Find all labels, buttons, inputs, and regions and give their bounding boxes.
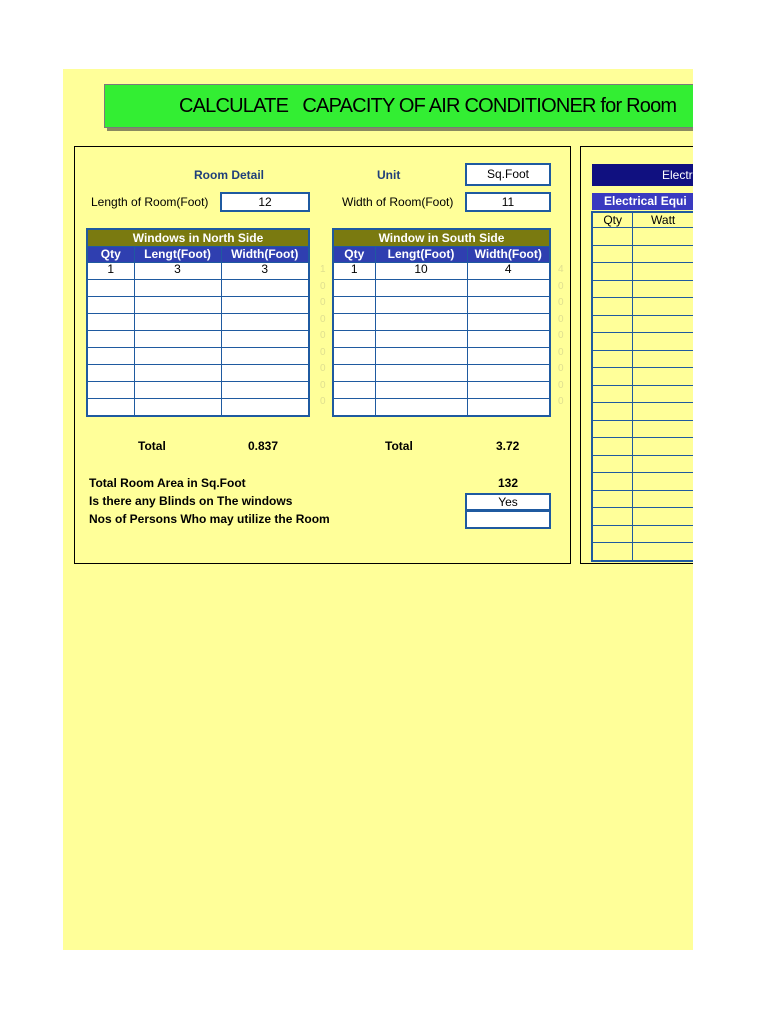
table-cell[interactable] xyxy=(633,490,694,508)
side-value: 0 xyxy=(320,379,326,391)
table-cell[interactable] xyxy=(87,314,134,331)
table-cell[interactable] xyxy=(633,385,694,403)
area-label: Total Room Area in Sq.Foot xyxy=(89,476,246,490)
side-value: 0 xyxy=(320,280,326,292)
table-cell[interactable] xyxy=(467,365,550,382)
side-value: 0 xyxy=(320,313,326,325)
north-caption: Windows in North Side xyxy=(87,229,309,247)
unit-field[interactable]: Sq.Foot xyxy=(465,163,551,186)
table-cell[interactable] xyxy=(633,420,694,438)
north-total-label: Total xyxy=(138,439,166,453)
table-cell[interactable]: 1 xyxy=(333,263,375,280)
table-cell[interactable] xyxy=(467,382,550,399)
south-side-values xyxy=(558,264,568,413)
table-cell[interactable] xyxy=(87,348,134,365)
north-header-width: Width(Foot) xyxy=(221,247,309,263)
table-row xyxy=(333,331,550,348)
table-cell[interactable] xyxy=(221,348,309,365)
table-row xyxy=(592,490,694,508)
table-cell[interactable] xyxy=(221,331,309,348)
table-cell[interactable] xyxy=(375,399,467,417)
table-cell[interactable] xyxy=(592,368,633,386)
table-cell[interactable] xyxy=(592,490,633,508)
page-margin xyxy=(693,60,768,1020)
table-cell[interactable] xyxy=(134,382,221,399)
south-caption: Window in South Side xyxy=(333,229,550,247)
table-cell[interactable] xyxy=(592,263,633,281)
table-row xyxy=(592,350,694,368)
table-cell[interactable] xyxy=(633,228,694,246)
table-cell[interactable] xyxy=(592,350,633,368)
table-cell[interactable] xyxy=(592,385,633,403)
table-cell[interactable] xyxy=(633,333,694,351)
table-row xyxy=(592,473,694,491)
side-value: 0 xyxy=(558,346,564,358)
table-cell[interactable] xyxy=(467,297,550,314)
side-value: 0 xyxy=(320,297,326,308)
table-cell[interactable] xyxy=(333,314,375,331)
electrical-table xyxy=(591,211,695,562)
table-cell[interactable] xyxy=(592,420,633,438)
table-row xyxy=(87,280,309,297)
table-row xyxy=(87,382,309,399)
table-cell[interactable] xyxy=(633,315,694,333)
table-cell[interactable] xyxy=(134,365,221,382)
table-cell[interactable] xyxy=(592,543,633,561)
table-cell[interactable] xyxy=(87,280,134,297)
table-row xyxy=(333,365,550,382)
table-row xyxy=(592,245,694,263)
blinds-label: Is there any Blinds on The windows xyxy=(89,494,293,508)
table-cell[interactable] xyxy=(592,315,633,333)
table-row xyxy=(592,385,694,403)
table-cell[interactable] xyxy=(633,245,694,263)
table-cell[interactable] xyxy=(592,298,633,316)
table-row xyxy=(592,438,694,456)
table-cell[interactable] xyxy=(333,382,375,399)
page-title: CALCULATE CAPACITY OF AIR CONDITIONER for Room xyxy=(104,84,706,128)
table-row xyxy=(592,280,694,298)
table-cell[interactable] xyxy=(633,368,694,386)
table-cell[interactable] xyxy=(221,365,309,382)
south-header-qty: Qty xyxy=(333,247,375,263)
table-cell[interactable] xyxy=(592,245,633,263)
table-row xyxy=(592,543,694,561)
south-header-length: Lengt(Foot) xyxy=(375,247,467,263)
table-cell[interactable] xyxy=(87,365,134,382)
table-cell[interactable]: 4 xyxy=(467,263,550,280)
table-cell[interactable] xyxy=(375,365,467,382)
table-row xyxy=(592,525,694,543)
side-value: 0 xyxy=(558,280,564,292)
side-value: 0 xyxy=(558,379,564,391)
table-cell[interactable] xyxy=(592,508,633,526)
table-cell[interactable] xyxy=(467,314,550,331)
room-detail-heading: Room Detail xyxy=(194,168,265,182)
south-total-label: Total xyxy=(385,439,413,453)
table-row xyxy=(333,263,550,280)
table-row xyxy=(333,399,550,417)
side-value: 0 xyxy=(320,330,326,341)
table-row xyxy=(333,348,550,365)
table-row xyxy=(333,297,550,314)
table-row xyxy=(87,365,309,382)
table-row xyxy=(87,331,309,348)
table-row xyxy=(87,348,309,365)
table-cell[interactable] xyxy=(633,455,694,473)
table-cell[interactable]: 3 xyxy=(134,263,221,280)
table-row xyxy=(592,315,694,333)
table-cell[interactable] xyxy=(375,280,467,297)
table-row xyxy=(87,263,309,280)
blinds-field[interactable]: Yes xyxy=(465,493,551,511)
south-windows-table xyxy=(332,228,551,417)
table-row xyxy=(592,228,694,246)
table-row xyxy=(592,420,694,438)
table-cell[interactable] xyxy=(592,333,633,351)
table-cell[interactable] xyxy=(592,403,633,421)
table-cell[interactable] xyxy=(467,348,550,365)
table-cell[interactable] xyxy=(333,399,375,417)
table-cell[interactable] xyxy=(333,297,375,314)
table-cell[interactable] xyxy=(87,297,134,314)
table-cell[interactable] xyxy=(633,263,694,281)
table-cell[interactable] xyxy=(467,331,550,348)
width-label: Width of Room(Foot) xyxy=(342,195,454,209)
side-value: 4 xyxy=(558,264,564,275)
north-total-value: 0.837 xyxy=(248,439,279,453)
side-value: 0 xyxy=(320,396,326,407)
table-row xyxy=(592,333,694,351)
table-cell[interactable] xyxy=(87,382,134,399)
table-row xyxy=(592,298,694,316)
table-row xyxy=(87,314,309,331)
table-cell[interactable] xyxy=(633,525,694,543)
table-cell[interactable] xyxy=(633,473,694,491)
table-cell[interactable] xyxy=(592,228,633,246)
table-cell[interactable] xyxy=(633,280,694,298)
table-cell[interactable] xyxy=(633,298,694,316)
table-cell[interactable] xyxy=(134,280,221,297)
table-cell[interactable]: 3 xyxy=(221,263,309,280)
table-cell[interactable] xyxy=(633,403,694,421)
length-label: Length of Room(Foot) xyxy=(91,195,209,209)
table-cell[interactable] xyxy=(333,365,375,382)
electrical-subtitle: Electrical Equi xyxy=(592,193,748,210)
side-value: 0 xyxy=(320,363,326,374)
table-cell[interactable] xyxy=(333,280,375,297)
table-cell[interactable] xyxy=(592,438,633,456)
width-field[interactable]: 11 xyxy=(465,192,551,212)
table-cell[interactable] xyxy=(467,280,550,297)
table-cell[interactable] xyxy=(375,382,467,399)
table-row xyxy=(592,403,694,421)
table-cell[interactable]: 10 xyxy=(375,263,467,280)
table-cell[interactable] xyxy=(633,438,694,456)
unit-label: Unit xyxy=(377,168,401,182)
side-value: 0 xyxy=(558,396,564,407)
table-cell[interactable] xyxy=(592,455,633,473)
south-header-width: Width(Foot) xyxy=(467,247,550,263)
table-row xyxy=(592,368,694,386)
electrical-header-qty: Qty xyxy=(592,212,633,228)
table-cell[interactable] xyxy=(592,473,633,491)
area-value: 132 xyxy=(498,476,519,490)
side-value: 1 xyxy=(320,264,326,275)
side-value: 0 xyxy=(558,297,564,308)
table-cell[interactable] xyxy=(375,314,467,331)
electrical-title: Electr xyxy=(592,164,748,186)
north-header-qty: Qty xyxy=(87,247,134,263)
table-cell[interactable] xyxy=(134,314,221,331)
table-row xyxy=(333,382,550,399)
table-row xyxy=(87,399,309,417)
north-header-length: Lengt(Foot) xyxy=(134,247,221,263)
table-row xyxy=(333,280,550,297)
table-row xyxy=(87,297,309,314)
table-cell[interactable] xyxy=(333,348,375,365)
table-cell[interactable] xyxy=(87,331,134,348)
south-total-value: 3.72 xyxy=(496,439,520,453)
table-cell[interactable] xyxy=(592,280,633,298)
table-cell[interactable] xyxy=(221,399,309,417)
table-cell[interactable] xyxy=(592,525,633,543)
persons-field[interactable] xyxy=(465,510,551,529)
table-cell[interactable] xyxy=(134,331,221,348)
table-cell[interactable] xyxy=(221,280,309,297)
side-value: 0 xyxy=(558,363,564,374)
table-cell[interactable] xyxy=(221,314,309,331)
persons-label: Nos of Persons Who may utilize the Room xyxy=(89,512,330,526)
table-cell[interactable] xyxy=(633,508,694,526)
table-cell[interactable] xyxy=(221,297,309,314)
side-value: 0 xyxy=(558,330,564,341)
table-cell[interactable] xyxy=(333,331,375,348)
length-field[interactable]: 12 xyxy=(220,192,310,212)
table-row xyxy=(592,508,694,526)
table-cell[interactable] xyxy=(467,399,550,417)
table-row xyxy=(592,263,694,281)
side-value: 0 xyxy=(320,346,326,358)
table-cell[interactable] xyxy=(134,348,221,365)
table-cell[interactable] xyxy=(375,348,467,365)
table-cell[interactable]: 1 xyxy=(87,263,134,280)
north-windows-table xyxy=(86,228,310,417)
table-row xyxy=(592,455,694,473)
table-cell[interactable] xyxy=(375,297,467,314)
side-value: 0 xyxy=(558,313,564,325)
north-side-values xyxy=(320,264,330,413)
table-cell[interactable] xyxy=(633,350,694,368)
table-cell[interactable] xyxy=(87,399,134,417)
electrical-header-watt: Watt xyxy=(633,212,694,228)
table-cell[interactable] xyxy=(221,382,309,399)
table-cell[interactable] xyxy=(134,399,221,417)
table-cell[interactable] xyxy=(633,543,694,561)
table-cell[interactable] xyxy=(134,297,221,314)
table-cell[interactable] xyxy=(375,331,467,348)
table-row xyxy=(333,314,550,331)
